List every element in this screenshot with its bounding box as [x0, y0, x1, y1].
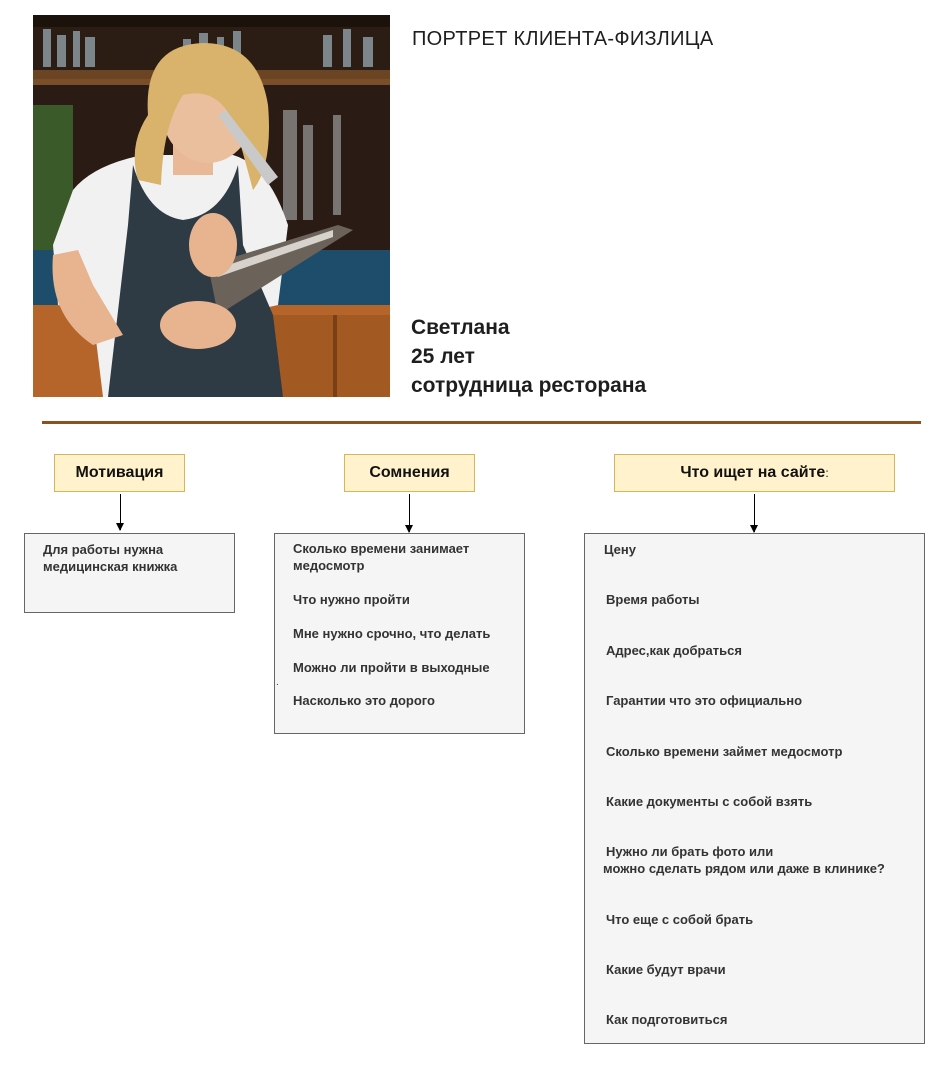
- doubts-item-1-line-1: Сколько времени занимает: [293, 541, 470, 556]
- doubts-item-5: Насколько это дорого: [293, 693, 435, 708]
- site-search-item-7-line-1: Нужно ли брать фото или: [606, 844, 774, 859]
- persona-info: [411, 313, 646, 400]
- doubts-item-4: Можно ли пройти в выходные: [293, 660, 490, 675]
- persona-occupation: сотрудница ресторана: [411, 374, 647, 397]
- site-search-box: [584, 533, 925, 1044]
- site-search-arrow: [754, 494, 755, 532]
- doubts-item-3: Мне нужно срочно, что делать: [293, 626, 491, 641]
- doubts-arrow: [409, 494, 410, 532]
- persona-photo-illustration: [33, 15, 390, 397]
- site-search-item-1: Цену: [604, 542, 636, 557]
- motivation-item-line-1: Для работы нужна: [43, 542, 164, 557]
- motivation-header: [54, 454, 185, 492]
- site-search-item-5: Сколько времени займет медосмотр: [606, 744, 843, 759]
- site-search-item-3: Адрес,как добраться: [606, 643, 742, 658]
- site-search-item-7: [603, 843, 885, 877]
- motivation-arrow: [120, 494, 121, 530]
- site-search-title: Что ищет на сайте: [680, 464, 826, 481]
- doubts-item-1: [293, 540, 469, 574]
- doubts-title: Сомнения: [369, 464, 450, 481]
- doubts-header: [344, 454, 475, 492]
- site-search-header: [614, 454, 895, 492]
- stray-dot: .: [276, 677, 279, 688]
- doubts-item-2: Что нужно пройти: [293, 592, 410, 607]
- site-search-item-6: Какие документы с собой взять: [606, 794, 813, 809]
- site-search-item-9: Какие будут врачи: [606, 962, 726, 977]
- site-search-item-4: Гарантии что это официально: [606, 693, 803, 708]
- persona-photo: [33, 15, 390, 397]
- motivation-box: [24, 533, 235, 613]
- motivation-item: [43, 541, 177, 575]
- site-search-item-7-line-2: можно сделать рядом или даже в клинике?: [603, 861, 885, 876]
- site-search-item-10: Как подготовиться: [606, 1012, 728, 1027]
- persona-age: 25 лет: [411, 345, 475, 368]
- persona-name: Светлана: [411, 316, 510, 339]
- section-divider: [42, 421, 921, 424]
- doubts-item-1-line-2: медосмотр: [293, 558, 365, 573]
- site-search-item-8: Что еще с собой брать: [606, 912, 754, 927]
- motivation-title: Мотивация: [75, 464, 164, 481]
- site-search-item-2: Время работы: [606, 592, 700, 607]
- page-title: ПОРТРЕТ КЛИЕНТА-ФИЗЛИЦА: [412, 28, 714, 50]
- doubts-box: [274, 533, 525, 734]
- motivation-item-line-2: медицинская книжка: [43, 559, 178, 574]
- site-search-title-colon: :: [825, 466, 829, 480]
